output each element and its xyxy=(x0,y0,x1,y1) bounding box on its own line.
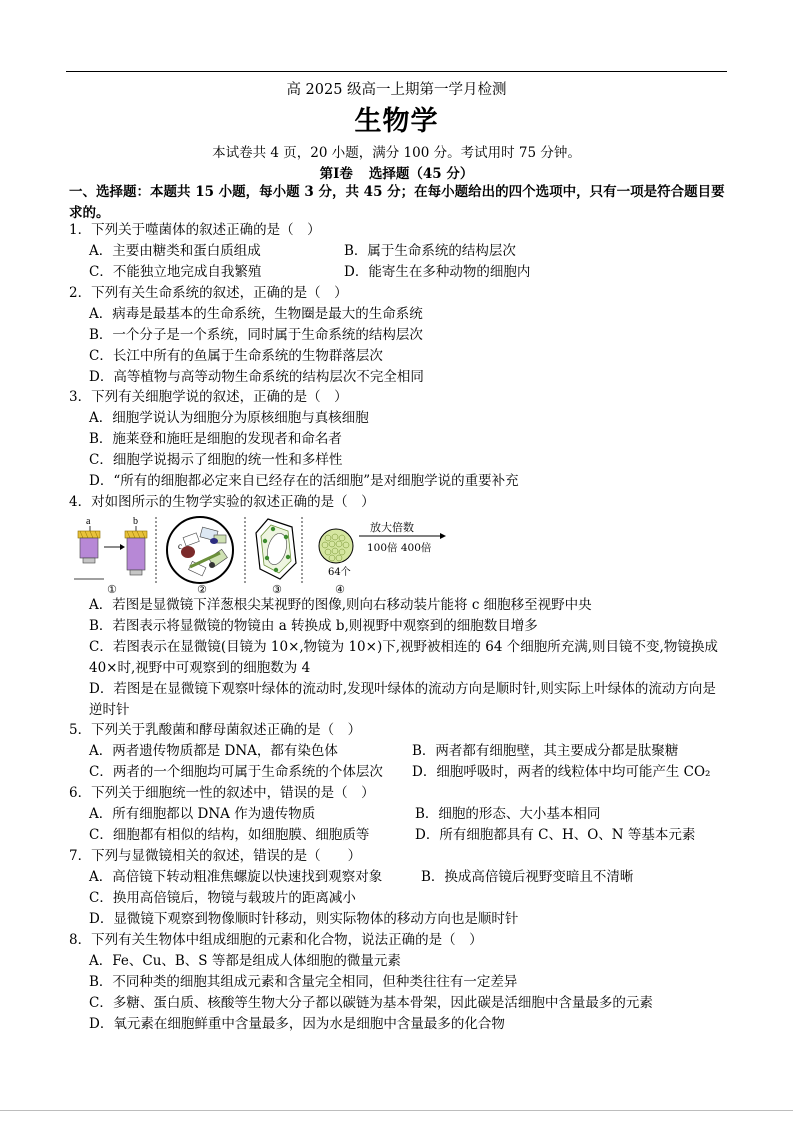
question-2-option-b: B．一个分子是一个系统，同时属于生命系统的结构层次 xyxy=(89,327,423,343)
question-8-option-a: A．Fe、Cu、B、S 等都是组成人体细胞的微量元素 xyxy=(89,953,401,969)
magnify-label: 放大倍数 xyxy=(370,521,414,534)
figure-num-1: ① xyxy=(107,583,117,595)
magnification-diagram xyxy=(319,520,446,595)
header-rule xyxy=(66,71,727,72)
label-b: b xyxy=(133,516,138,527)
cell-count-label: 64个 xyxy=(328,567,351,578)
question-3-option-c: C．细胞学说揭示了细胞的统一性和多样性 xyxy=(89,452,343,468)
question-stem-5: 5．下列关于乳酸菌和酵母菌叙述正确的是（ ） xyxy=(69,722,362,738)
footer-rule xyxy=(0,1110,793,1111)
question-6-option-a: A．所有细胞都以 DNA 作为遗传物质 xyxy=(89,806,316,822)
question-3-option-d: D．“所有的细胞都必定来自已经存在的活细胞”是对细胞学说的重要补充 xyxy=(89,473,519,489)
volume-label: 第Ⅰ卷 xyxy=(319,166,353,182)
question-stem-2: 2．下列有关生命系统的叙述，正确的是（ ） xyxy=(69,285,348,301)
question-2-option-a: A．病毒是最基本的生命系统，生物圈是最大的生命系统 xyxy=(89,306,423,322)
cell-field-diagram xyxy=(167,517,245,595)
question-5-option-b: B．两者都有细胞壁，其主要成分都是肽聚糖 xyxy=(412,743,679,759)
question-4-option-d: D．若图是在显微镜下观察叶绿体的流动时,发现叶绿体的流动方向是顺时针,则实际上叶绿体的流动方向是逆时针 xyxy=(89,681,716,718)
question-1-option-c: C．不能独立地完成自我繁殖 xyxy=(89,264,262,280)
experiment-figure xyxy=(70,513,450,595)
question-2-option-d: D．高等植物与高等动物生命系统的结构层次不完全相同 xyxy=(89,369,424,385)
question-7-option-c: C．换用高倍镜后，物镜与载玻片的距离减小 xyxy=(89,890,356,906)
label-a: a xyxy=(86,516,91,527)
question-8-option-d: D．氧元素在细胞鲜重中含量最多，因为水是细胞中含量最多的化合物 xyxy=(89,1016,505,1032)
question-7-option-b: B．换成高倍镜后视野变暗且不清晰 xyxy=(421,869,634,885)
exam-intro: 本试卷共 4 页，20 小题，满分 100 分。考试用时 75 分钟。 xyxy=(212,145,581,161)
question-3-option-a: A．细胞学说认为细胞分为原核细胞与真核细胞 xyxy=(89,410,369,426)
question-stem-1: 1．下列关于噬菌体的叙述正确的是（ ） xyxy=(69,222,321,238)
question-2-option-c: C．长江中所有的鱼属于生命系统的生物群落层次 xyxy=(89,348,383,364)
question-7-option-d: D．显微镜下观察到物像顺时针移动，则实际物体的移动方向也是顺时针 xyxy=(89,911,519,927)
question-4-option-c: C．若图表示在显微镜(目镜为 10×,物镜为 10×)下,视野被相连的 64 个细胞所充满,则目镜不变,物镜换成 40×时,视野中可观察到的细胞数为 4 xyxy=(89,639,718,676)
label-c: c xyxy=(178,541,182,551)
magnify-values: 100倍 400倍 xyxy=(367,542,432,554)
volume-section: 选择题（45 分） xyxy=(368,166,474,182)
question-5-option-c: C．两者的一个细胞均可属于生命系统的个体层次 xyxy=(89,764,383,780)
question-3-option-b: B．施莱登和施旺是细胞的发现者和命名者 xyxy=(89,431,342,447)
question-8-option-b: B．不同种类的细胞其组成元素和含量完全相同，但种类往往有一定差异 xyxy=(89,974,518,990)
question-5-option-a: A．两者遗传物质都是 DNA，都有染色体 xyxy=(89,743,338,759)
question-6-option-c: C．细胞都有相似的结构，如细胞膜、细胞质等 xyxy=(89,827,370,843)
question-4-option-a: A．若图是显微镜下洋葱根尖某视野的图像,则向右移动装片能将 c 细胞移至视野中央 xyxy=(89,597,592,613)
question-7-option-a: A．高倍镜下转动粗准焦螺旋以快速找到观察对象 xyxy=(89,869,383,885)
objective-lens-diagram xyxy=(74,516,156,595)
question-4-option-b: B．若图表示将显微镜的物镜由 a 转换成 b,则视野中观察到的细胞数目增多 xyxy=(89,618,538,634)
figure-num-3: ③ xyxy=(272,583,282,595)
question-stem-4: 4．对如图所示的生物学实验的叙述正确的是（ ） xyxy=(69,494,375,510)
question-6-option-b: B．细胞的形态、大小基本相同 xyxy=(415,806,601,822)
question-6-option-d: D．所有细胞都具有 C、H、O、N 等基本元素 xyxy=(415,827,696,843)
section-heading: 一、选择题：本题共 15 小题，每小题 3 分，共 45 分；在每小题给出的四个选项中，只有一项是符合题目要求的。 xyxy=(69,184,725,221)
volume-heading xyxy=(0,162,793,182)
exam-subtitle: 高 2025 级高一上期第一学月检测 xyxy=(286,82,507,98)
figure-num-2: ② xyxy=(197,583,207,595)
question-1-option-b: B．属于生命系统的结构层次 xyxy=(344,243,516,259)
figure-num-4: ④ xyxy=(335,583,345,595)
question-1-option-a: A．主要由糖类和蛋白质组成 xyxy=(89,243,261,259)
question-stem-3: 3．下列有关细胞学说的叙述，正确的是（ ） xyxy=(69,389,348,405)
question-stem-8: 8．下列有关生物体中组成细胞的元素和化合物，说法正确的是（ ） xyxy=(69,932,483,948)
exam-title: 生物学 xyxy=(354,106,439,137)
question-stem-6: 6．下列关于细胞统一性的叙述中，错误的是（ ） xyxy=(69,785,375,801)
question-1-option-d: D．能寄生在多种动物的细胞内 xyxy=(344,264,531,280)
question-stem-7: 7．下列与显微镜相关的叙述，错误的是（ ） xyxy=(69,848,362,864)
chloroplast-cell-diagram xyxy=(256,517,302,595)
question-5-option-d: D．细胞呼吸时，两者的线粒体中均可能产生 CO₂ xyxy=(412,764,711,780)
question-8-option-c: C．多糖、蛋白质、核酸等生物大分子都以碳链为基本骨架，因此碳是活细胞中含量最多的元素 xyxy=(89,995,653,1011)
